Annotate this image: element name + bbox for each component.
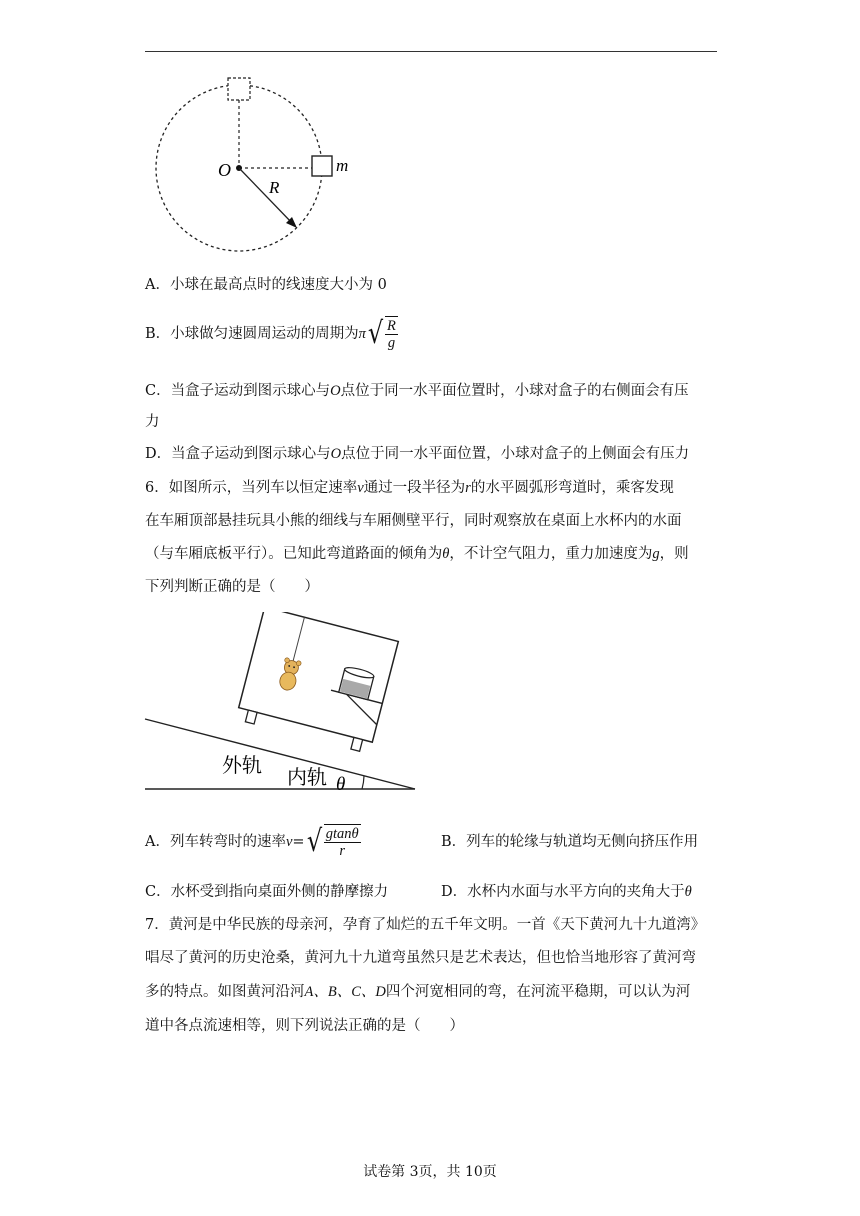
q5-c-o: O <box>330 383 341 399</box>
q6-stem-line1 <box>145 478 674 498</box>
circle-motion-figure <box>145 70 385 260</box>
q6-l1-b: 通过一段半径为 <box>363 480 466 496</box>
numerator-gtan: gtanθ <box>325 826 359 842</box>
radical-body <box>385 316 398 352</box>
q6-l3-theta: θ <box>442 546 450 562</box>
label-R: R <box>269 178 280 197</box>
q6-l3-a: （与车厢底板平行）。已知此弯道路面的倾角为 <box>145 546 443 562</box>
label-theta: θ <box>336 774 346 795</box>
q7-stem-line1: 7．黄河是中华民族的母亲河，孕育了灿烂的五千年文明。一首《天下黄河九十九道湾》 <box>145 917 706 933</box>
sqrt-gtan-over-r <box>305 824 361 860</box>
label-O: O <box>218 160 231 180</box>
q7-stem-line4: 道中各点流速相等，则下列说法正确的是（ ） <box>145 1018 464 1034</box>
train-car <box>236 612 399 754</box>
radius-arrow <box>239 168 293 224</box>
q6-a-text: A．列车转弯时的速率 <box>145 834 286 850</box>
q5-d-text2: 点位于同一水平面位置，小球对盒子的上侧面会有压力 <box>341 446 690 462</box>
pi-symbol: π <box>358 326 366 342</box>
numerator-r: R <box>387 318 396 334</box>
label-m: m <box>336 156 349 175</box>
q5-option-b <box>145 312 398 356</box>
q5-option-c-line2: 力 <box>145 414 160 430</box>
wheel-outer <box>245 710 257 724</box>
page-footer: 试卷第 3页，共 10页 <box>363 1164 497 1180</box>
q6-stem-line4: 下列判断正确的是（ ） <box>145 579 319 595</box>
sqrt-r-over-g <box>366 316 398 352</box>
q6-a-v: v <box>285 834 293 850</box>
q6-l1-c: 的水平圆弧形弯道时，乘客发现 <box>470 480 674 496</box>
q5-c-text1: C．当盒子运动到图示球心与 <box>145 383 331 399</box>
q6-l1-r: r <box>465 480 471 496</box>
denominator-g: g <box>387 335 396 351</box>
q6-l3-b: ，不计空气阻力，重力加速度为 <box>449 546 653 562</box>
radical-sign-2: √ <box>306 824 322 859</box>
radical-body-2 <box>324 824 361 860</box>
denominator-r: r <box>339 843 345 859</box>
label-outer-rail: 外轨 <box>222 755 262 777</box>
q7-l3-letters: A、B、C、D <box>304 984 386 1000</box>
q5-option-c-line1 <box>145 381 689 401</box>
q6-option-b: B．列车的轮缘与轨道均无侧向挤压作用 <box>441 834 699 850</box>
q5-option-d <box>145 444 689 464</box>
fraction-gtan-r <box>324 826 361 859</box>
q5-option-b-text: B．小球做匀速圆周运动的周期为 <box>145 326 359 342</box>
q6-option-d <box>441 882 692 902</box>
fraction-r-g <box>385 318 398 351</box>
q6-option-a <box>145 818 361 866</box>
q6-stem-line3 <box>145 544 689 564</box>
q6-l1-v: v <box>357 480 364 496</box>
q5-option-a: A．小球在最高点时的线速度大小为 0 <box>145 277 387 293</box>
label-inner-rail: 内轨 <box>287 767 327 789</box>
q6-d-text: D．水杯内水面与水平方向的夹角大于 <box>441 884 685 900</box>
radical-sign: √ <box>367 316 384 351</box>
q6-d-theta: θ <box>684 884 692 900</box>
wheel-inner <box>351 737 363 751</box>
q7-stem-line2: 唱尽了黄河的历史沧桑，黄河九十九道弯虽然只是艺术表达，但也恰当地形容了黄河弯 <box>145 950 696 966</box>
q6-l3-c: ，则 <box>659 546 689 562</box>
q6-l1-a: 6．如图所示，当列车以恒定速率 <box>145 480 358 496</box>
q7-l3-b: 四个河宽相同的弯，在河流平稳期，可以认为河 <box>385 984 691 1000</box>
q6-a-eq: = <box>292 834 305 850</box>
q6-option-c: C．水杯受到指向桌面外侧的静摩擦力 <box>145 884 389 900</box>
q5-d-text1: D．当盒子运动到图示球心与 <box>145 446 331 462</box>
q5-c-text2: 点位于同一水平面位置时，小球对盒子的右侧面会有压 <box>340 383 689 399</box>
q6-l3-g: g <box>652 546 660 562</box>
header-rule <box>145 51 717 52</box>
q7-l3-a: 多的特点。如图黄河沿河 <box>145 984 305 1000</box>
q5-d-o: O <box>330 446 342 462</box>
box-right <box>312 156 332 176</box>
q7-stem-line3 <box>145 982 690 1002</box>
q6-stem-line2: 在车厢顶部悬挂玩具小熊的细线与车厢侧壁平行，同时观察放在桌面上水杯内的水面 <box>145 513 682 529</box>
banked-train-figure <box>140 612 425 797</box>
angle-arc <box>362 776 364 789</box>
box-top <box>228 78 250 100</box>
